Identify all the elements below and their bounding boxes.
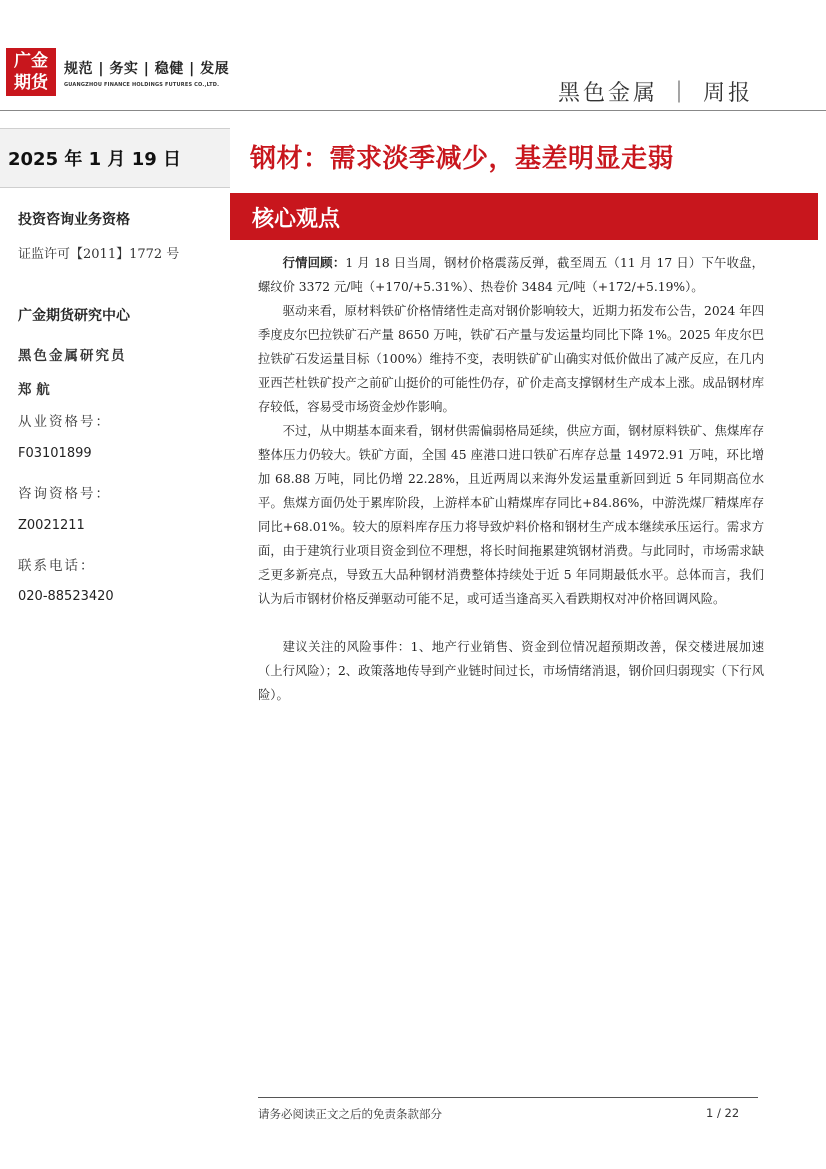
driver-paragraph: 驱动来看，原材料铁矿价格情绪性走高对钢价影响较大，近期力拓发布公告，2024 年四季度皮尔巴拉铁矿石产量 8650 万吨，铁矿石产量与发运量均同比下降 1%。2025 年皮尔巴拉铁矿石发运量目标（100%）维持不变，表明铁矿矿山确实对低价做出了减产反应，在几内亚西芒杜铁矿投产之前矿山挺价的可能性仍存，矿价走高支撑钢材生产成本上涨。成品钢材库存较低，容易受市场资金炒作影响。 — [258, 304, 764, 414]
logo-line-1: 广金 — [14, 51, 48, 71]
review-label: 行情回顾： — [282, 256, 346, 270]
license-number: 证监许可【2011】1772 号 — [18, 247, 180, 262]
company-slogan: 规范 | 务实 | 稳健 | 发展 — [64, 61, 230, 77]
qualification-title: 投资咨询业务资格 — [18, 212, 130, 228]
analyst-name: 郑 航 — [18, 382, 50, 398]
review-text: 1 月 18 日当周，钢材价格震荡反弹，截至周五（11 月 17 日）下午收盘，螺纹价 3372 元/吨（+170/+5.31%）、热卷价 3484 元/吨（+172/+5.19%）。 — [258, 256, 764, 294]
practice-label: 从业资格号： — [18, 414, 111, 430]
logo-line-2: 期货 — [14, 73, 48, 93]
section-title: 核心观点 — [252, 207, 341, 232]
report-title: 钢材：需求淡季减少，基差明显走弱 — [250, 144, 675, 174]
consult-number: Z0021211 — [18, 518, 85, 533]
report-date: 2025 年 1 月 19 日 — [8, 149, 182, 170]
consult-label: 咨询资格号： — [18, 486, 111, 502]
footer-disclaimer: 请务必阅读正文之后的免责条款部分 — [258, 1107, 442, 1121]
practice-number: F03101899 — [18, 446, 92, 461]
market-review-paragraph — [258, 251, 764, 299]
risk-paragraph: 建议关注的风险事件：1、地产行业销售、资金到位情况超预期改善，保交楼进展加速（上行风险）；2、政策落地传导到产业链时间过长，市场情绪消退，钢价回归弱现实（下行风险）。 — [258, 640, 764, 702]
footer-divider — [258, 1097, 758, 1098]
company-logo — [6, 48, 56, 96]
company-english-name: GUANGZHOU FINANCE HOLDINGS FUTURES CO.,LTD. — [64, 82, 220, 88]
fundamentals-paragraph: 不过，从中期基本面来看，钢材供需偏弱格局延续，供应方面，钢材原料铁矿、焦煤库存整体压力仍较大。铁矿方面，全国 45 座港口进口铁矿石库存总量 14972.91 万吨，环比增加 68.88 万吨，同比仍增 22.28%，且近两周以来海外发运量重新回到近 5 年同期高位水平。焦煤方面仍处于累库阶段，上游样本矿山精煤库存同比+84.86%，中游洗煤厂精煤库存同比+68.01%。较大的原料库存压力将导致炉料价格和钢材生产成本继续承压运行。需求方面，由于建筑行业项目资金到位不理想，将长时间拖累建筑钢材消费。与此同时，市场需求缺乏更多新亮点，导致五大品种钢材消费整体持续处于近 5 年同期最低水平。总体而言，我们认为后市钢材价格反弹驱动可能不足，或可适当逢高买入看跌期权对冲价格回调风险。 — [258, 424, 764, 606]
phone-label: 联系电话： — [18, 558, 96, 574]
header-divider — [0, 110, 826, 111]
phone-number: 020-88523420 — [18, 589, 114, 604]
report-type: 黑色金属 ｜ 周报 — [558, 81, 753, 106]
research-center: 广金期货研究中心 — [18, 308, 130, 324]
page-number: 1 / 22 — [706, 1106, 740, 1120]
report-body — [258, 251, 764, 707]
analyst-role: 黑色金属研究员 — [18, 348, 127, 364]
